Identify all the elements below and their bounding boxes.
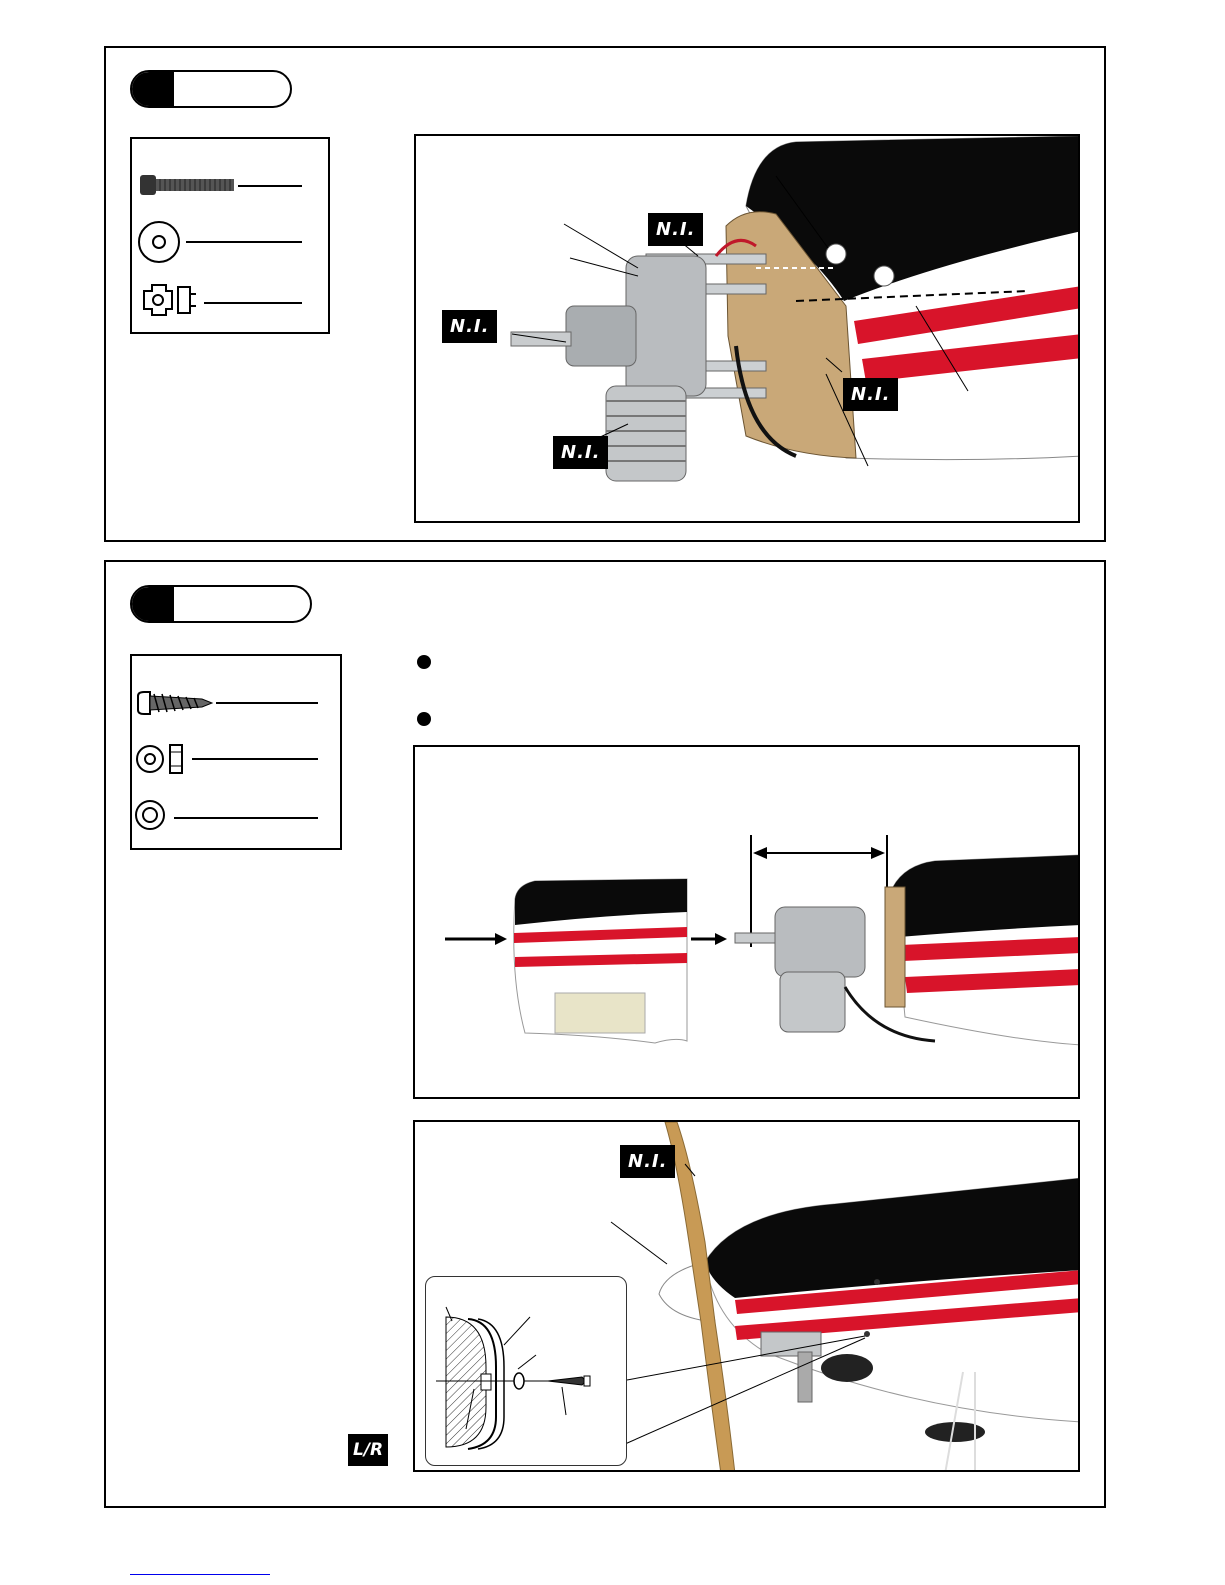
step-number-badge-2 — [130, 585, 312, 623]
instruction-bullet-2 — [417, 712, 431, 726]
parts-list-box-2 — [130, 654, 342, 850]
washer-icon — [139, 222, 179, 262]
parts-list-1-drawing — [132, 139, 332, 336]
washer-nut-icon — [137, 745, 182, 773]
ni-tag-ignition-module: N.I. — [843, 378, 898, 411]
hex-bolt-icon — [140, 175, 234, 195]
instruction-bullet-1 — [417, 655, 431, 669]
cowl-screw-photo — [413, 1120, 1080, 1472]
screw-detail-drawing — [426, 1277, 626, 1465]
cowl-fitting-photo — [413, 745, 1080, 1099]
ni-tag-spinner-shaft: N.I. — [442, 310, 497, 343]
parts-list-2-drawing — [132, 656, 344, 852]
blind-nut-icon — [144, 285, 196, 315]
left-right-tag: L/R — [348, 1434, 388, 1466]
ni-tag-propeller: N.I. — [620, 1145, 675, 1178]
footer-link-underline[interactable] — [130, 1574, 270, 1575]
washer-icon — [136, 801, 164, 829]
engine-mount-illustration — [416, 136, 1080, 523]
ni-tag-throttle-servo: N.I. — [648, 213, 703, 246]
ni-tag-engine-cylinder: N.I. — [553, 436, 608, 469]
screw-detail-inset — [425, 1276, 627, 1466]
parts-list-box-1 — [130, 137, 330, 334]
engine-mount-photo — [414, 134, 1080, 523]
step-number-badge-1 — [130, 70, 292, 108]
cowl-fitting-illustration — [415, 747, 1080, 1099]
wood-screw-icon — [138, 692, 212, 714]
